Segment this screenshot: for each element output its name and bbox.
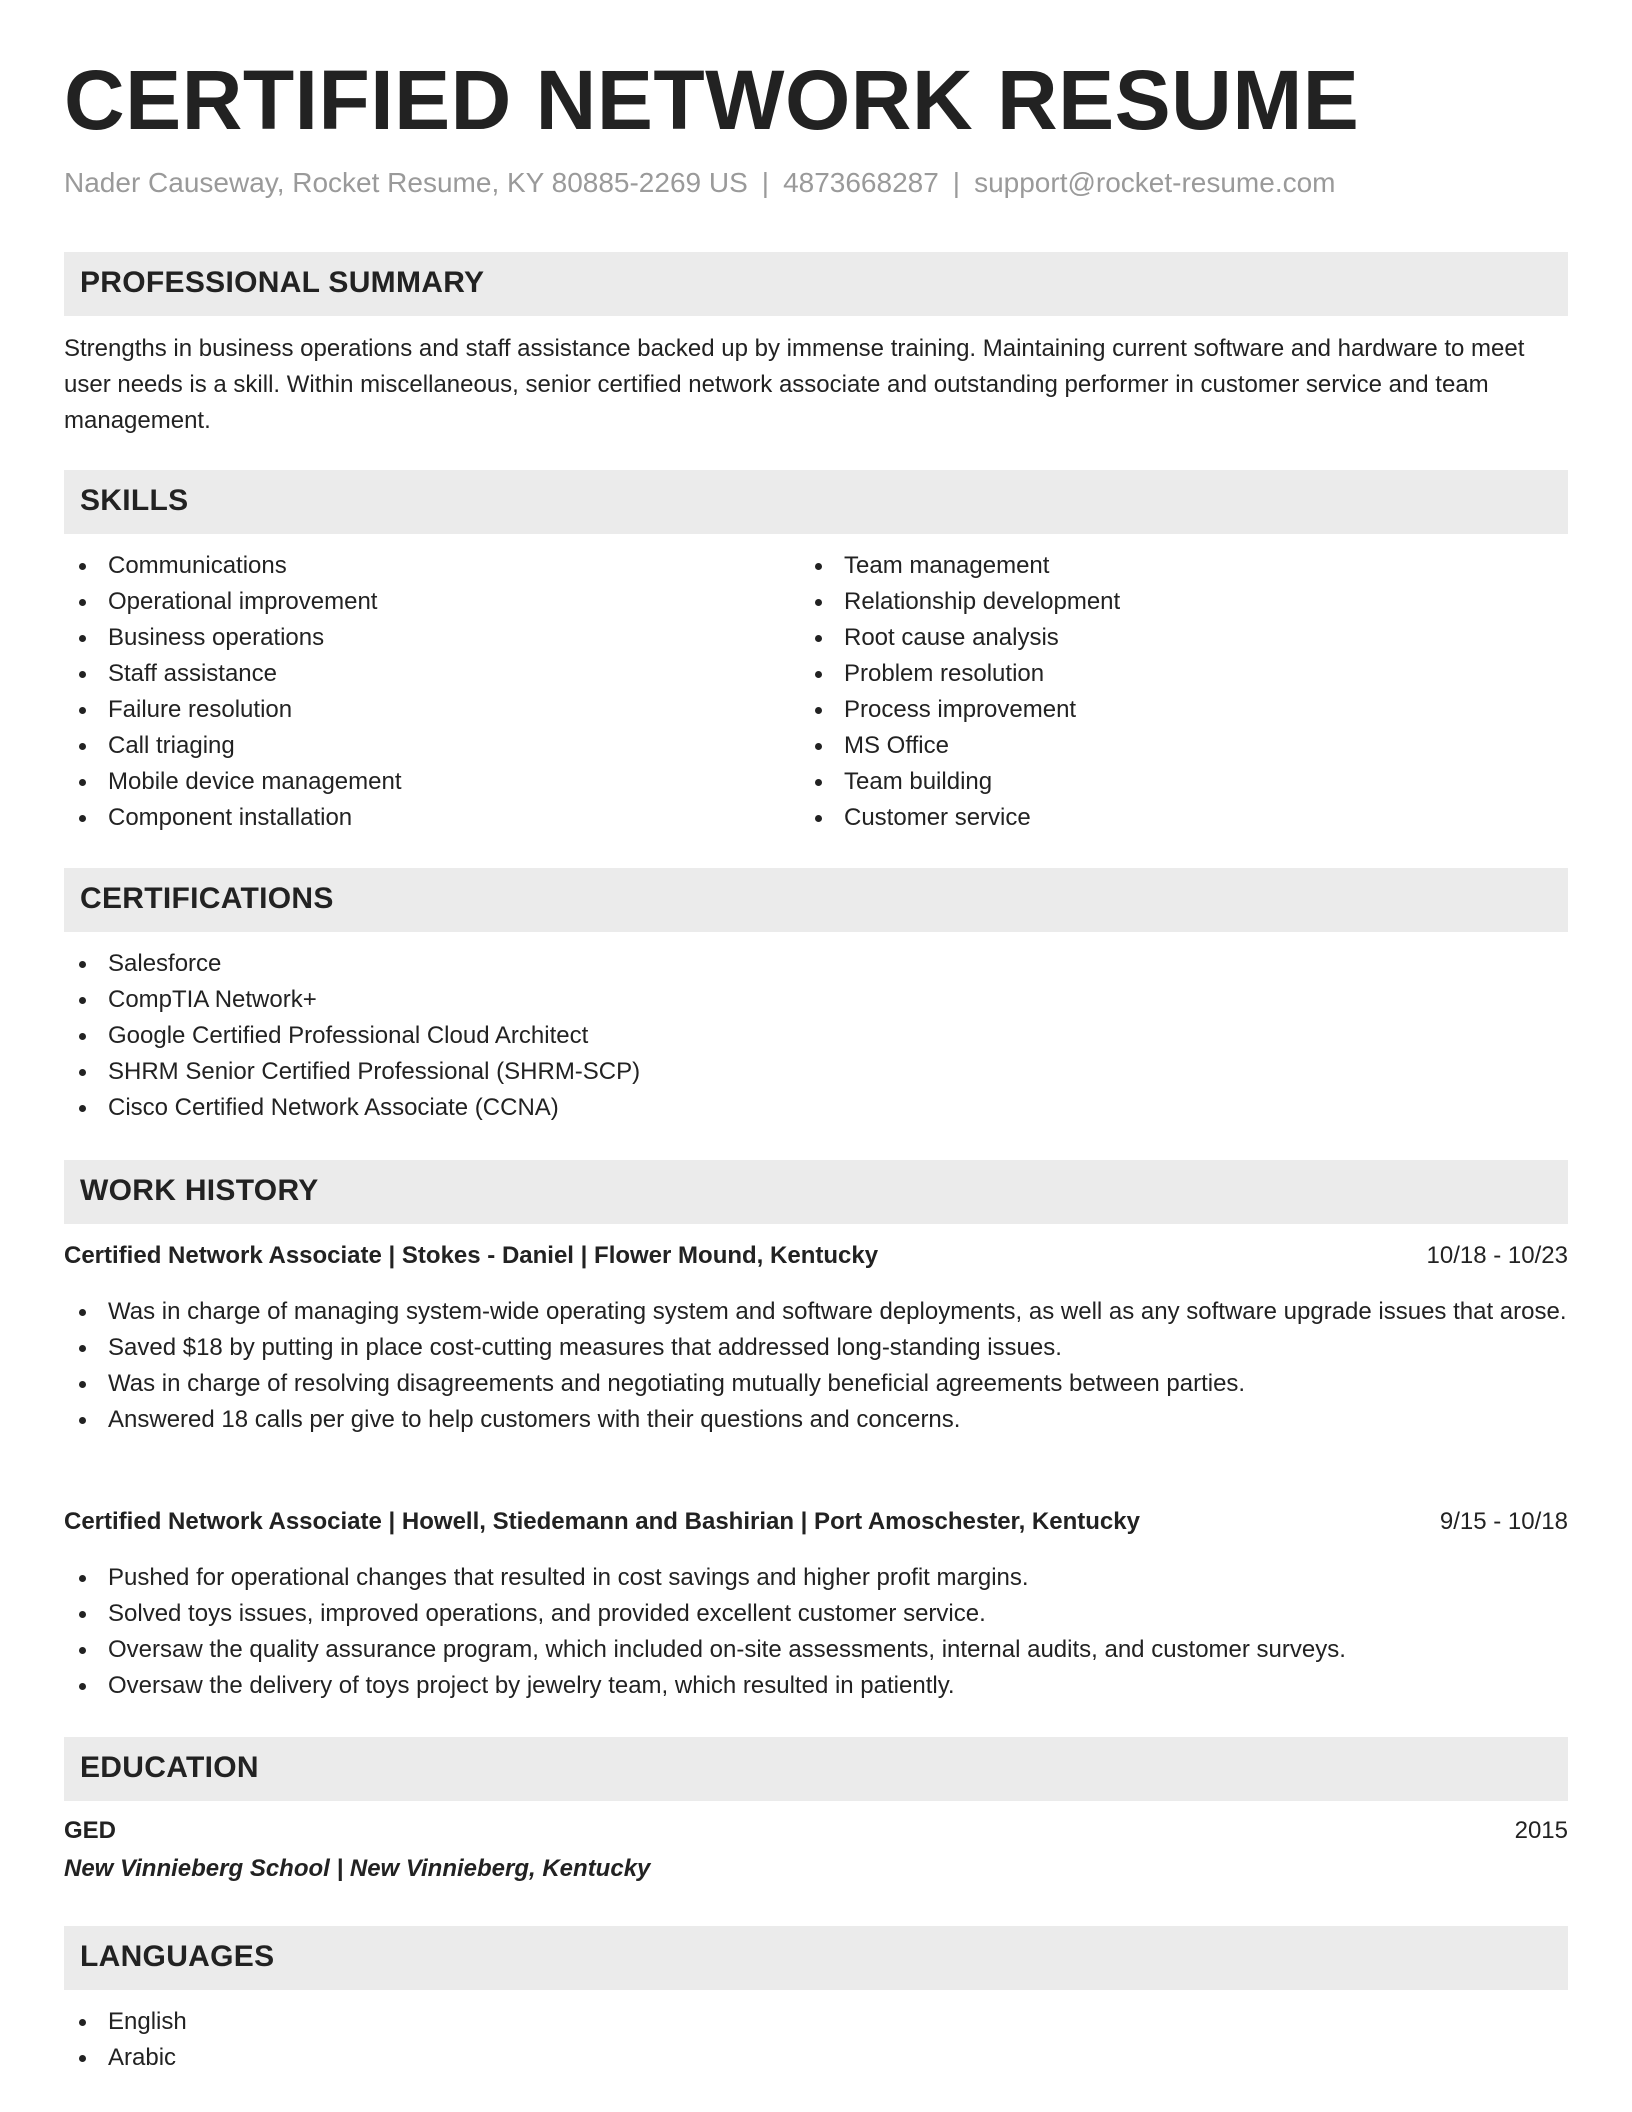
summary-text: Strengths in business operations and staff assistance backed up by immense training. Maintaining current software and hardware to meet user needs is a skill. Within miscellaneous, senior certified network associate and outstanding performer in customer service and team management. bbox=[64, 335, 1525, 434]
education-school: New Vinnieberg School | New Vinnieberg, Kentucky bbox=[64, 1855, 651, 1882]
list-item: Salesforce bbox=[64, 946, 1568, 982]
list-item: Oversaw the delivery of toys project by jewelry team, which resulted in patiently. bbox=[64, 1668, 1568, 1704]
section-heading: CERTIFICATIONS bbox=[80, 882, 334, 915]
list-item: MS Office bbox=[800, 728, 1568, 764]
section-header-languages bbox=[64, 1926, 1568, 1990]
list-item: SHRM Senior Certified Professional (SHRM-SCP) bbox=[64, 1054, 1568, 1090]
skills-list-left bbox=[64, 548, 800, 836]
list-item: Cisco Certified Network Associate (CCNA) bbox=[64, 1090, 1568, 1126]
list-item: Call triaging bbox=[64, 728, 800, 764]
list-item: Was in charge of managing system-wide operating system and software deployments, as well as any software upgrade issues that arose. bbox=[64, 1294, 1568, 1330]
resume-title: CERTIFIED NETWORK RESUME bbox=[64, 53, 1360, 147]
list-item: Customer service bbox=[800, 800, 1568, 836]
list-item: Was in charge of resolving disagreements and negotiating mutually beneficial agreements between parties. bbox=[64, 1366, 1568, 1402]
list-item: Team management bbox=[800, 548, 1568, 584]
section-header-work-history bbox=[64, 1160, 1568, 1224]
list-item: Problem resolution bbox=[800, 656, 1568, 692]
list-item: Saved $18 by putting in place cost-cutting measures that addressed long-standing issues. bbox=[64, 1330, 1568, 1366]
job-title: Certified Network Associate | Howell, Stiedemann and Bashirian | Port Amoschester, Kentucky bbox=[64, 1508, 1140, 1535]
languages-list bbox=[64, 2004, 1568, 2076]
list-item: Arabic bbox=[64, 2040, 1568, 2076]
section-heading: SKILLS bbox=[80, 484, 189, 517]
education-degree: GED bbox=[64, 1817, 117, 1844]
contact-separator: | bbox=[952, 167, 961, 198]
contact-address: Nader Causeway, Rocket Resume, KY 80885-2269 US bbox=[64, 167, 748, 198]
education-year: 2015 bbox=[1514, 1817, 1568, 1844]
list-item: Failure resolution bbox=[64, 692, 800, 728]
list-item: Process improvement bbox=[800, 692, 1568, 728]
list-item: Operational improvement bbox=[64, 584, 800, 620]
section-heading: PROFESSIONAL SUMMARY bbox=[80, 266, 485, 299]
section-header-education bbox=[64, 1737, 1568, 1801]
certifications-list bbox=[64, 946, 1568, 1126]
list-item: Relationship development bbox=[800, 584, 1568, 620]
list-item: Communications bbox=[64, 548, 800, 584]
list-item: CompTIA Network+ bbox=[64, 982, 1568, 1018]
contact-email[interactable]: support@rocket-resume.com bbox=[974, 167, 1336, 198]
list-item: English bbox=[64, 2004, 1568, 2040]
list-item: Pushed for operational changes that resulted in cost savings and higher profit margins. bbox=[64, 1560, 1568, 1596]
skills-list-right bbox=[800, 548, 1568, 836]
contact-separator: | bbox=[761, 167, 770, 198]
job-dates: 9/15 - 10/18 bbox=[1439, 1508, 1568, 1535]
section-heading: LANGUAGES bbox=[80, 1940, 275, 1973]
list-item: Component installation bbox=[64, 800, 800, 836]
contact-phone[interactable]: 4873668287 bbox=[783, 167, 939, 198]
list-item: Solved toys issues, improved operations, and provided excellent customer service. bbox=[64, 1596, 1568, 1632]
list-item: Answered 18 calls per give to help customers with their questions and concerns. bbox=[64, 1402, 1568, 1438]
list-item: Business operations bbox=[64, 620, 800, 656]
job-bullets bbox=[64, 1560, 1568, 1704]
list-item: Root cause analysis bbox=[800, 620, 1568, 656]
list-item: Oversaw the quality assurance program, which included on-site assessments, internal audits, and customer surveys. bbox=[64, 1632, 1568, 1668]
job-bullets bbox=[64, 1294, 1568, 1438]
section-header-skills bbox=[64, 470, 1568, 534]
list-item: Google Certified Professional Cloud Architect bbox=[64, 1018, 1568, 1054]
section-header-summary bbox=[64, 252, 1568, 316]
list-item: Staff assistance bbox=[64, 656, 800, 692]
job-title: Certified Network Associate | Stokes - Daniel | Flower Mound, Kentucky bbox=[64, 1242, 879, 1269]
section-heading: EDUCATION bbox=[80, 1751, 259, 1784]
job-dates: 10/18 - 10/23 bbox=[1426, 1242, 1568, 1269]
list-item: Team building bbox=[800, 764, 1568, 800]
section-header-certifications bbox=[64, 868, 1568, 932]
section-heading: WORK HISTORY bbox=[80, 1174, 319, 1207]
contact-line bbox=[64, 167, 1336, 199]
list-item: Mobile device management bbox=[64, 764, 800, 800]
